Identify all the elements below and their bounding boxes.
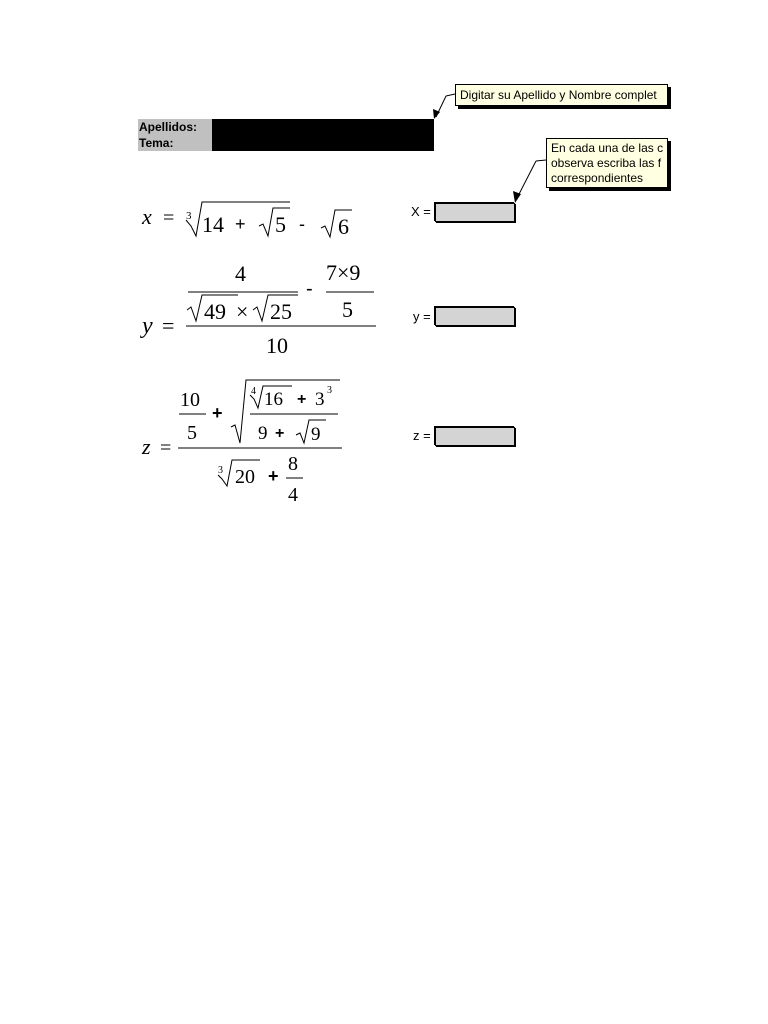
formula-instruction-line-1: En cada una de las c	[551, 141, 664, 155]
y-denominator-10: 10	[266, 333, 288, 358]
x-answer-field[interactable]	[435, 203, 515, 222]
x-answer-label: X =	[411, 204, 431, 219]
z-inner-den-radicand-9: 9	[311, 424, 321, 445]
z-inner-plus: +	[297, 391, 307, 408]
z-answer-field[interactable]	[435, 427, 515, 446]
z-den-radicand-20: 20	[235, 466, 255, 488]
z-power-base: 3	[315, 389, 325, 410]
z-frac1-denominator: 5	[187, 422, 197, 444]
name-callout-pointer-line	[446, 94, 455, 96]
y-times: ×	[236, 299, 249, 324]
z-variable: z	[142, 434, 151, 459]
x-minus: -	[299, 214, 305, 234]
y-radicand-25: 25	[270, 299, 292, 324]
equation-z	[130, 372, 390, 512]
formula-instruction-callout	[546, 138, 668, 188]
equation-x	[130, 190, 390, 250]
z-inner-denominator-9: 9	[258, 423, 268, 444]
y-answer-label: y =	[413, 309, 431, 324]
z-den-root-index: 3	[218, 465, 223, 476]
formula-callout-pointer-line	[536, 160, 546, 161]
x-radicand-6: 6	[338, 214, 349, 239]
z-frac1-numerator: 10	[180, 389, 200, 411]
z-den-plus: +	[268, 466, 279, 486]
y-frac2-denominator: 5	[342, 297, 353, 322]
z-inner-root-index: 4	[251, 386, 256, 397]
x-plus: +	[235, 214, 246, 234]
x-variable: x	[142, 204, 152, 229]
formula-instruction-line-3: correspondientes	[551, 171, 644, 185]
x-radicand-5: 5	[275, 212, 286, 237]
x-equals: =	[163, 207, 175, 229]
y-radicand-49: 49	[204, 299, 226, 324]
z-plus: +	[212, 403, 223, 423]
y-equals: =	[162, 313, 175, 338]
y-variable: y	[142, 313, 153, 339]
apellidos-label: Apellidos:	[138, 119, 212, 135]
z-frac2-numerator: 8	[288, 453, 298, 475]
y-frac2-numerator: 7×9	[326, 260, 361, 285]
z-equals: =	[160, 437, 172, 459]
formula-instruction-line-2: observa escriba las f	[551, 156, 662, 170]
x-root-index: 3	[186, 210, 192, 222]
y-answer-field[interactable]	[435, 307, 515, 326]
name-instruction-callout	[455, 84, 668, 106]
z-answer-label: z =	[413, 428, 431, 443]
y-minus: -	[306, 278, 313, 300]
z-power-exponent: 3	[327, 385, 332, 396]
y-numerator-4: 4	[235, 261, 246, 286]
x-radicand-14: 14	[202, 212, 224, 237]
z-frac2-denominator: 4	[288, 484, 298, 506]
equation-y	[130, 255, 390, 365]
name-instruction-text: Digitar su Apellido y Nombre complet	[460, 88, 657, 102]
z-inner-den-plus: +	[275, 425, 285, 442]
z-inner-radicand-16: 16	[264, 389, 283, 410]
tema-label: Tema:	[138, 135, 212, 151]
